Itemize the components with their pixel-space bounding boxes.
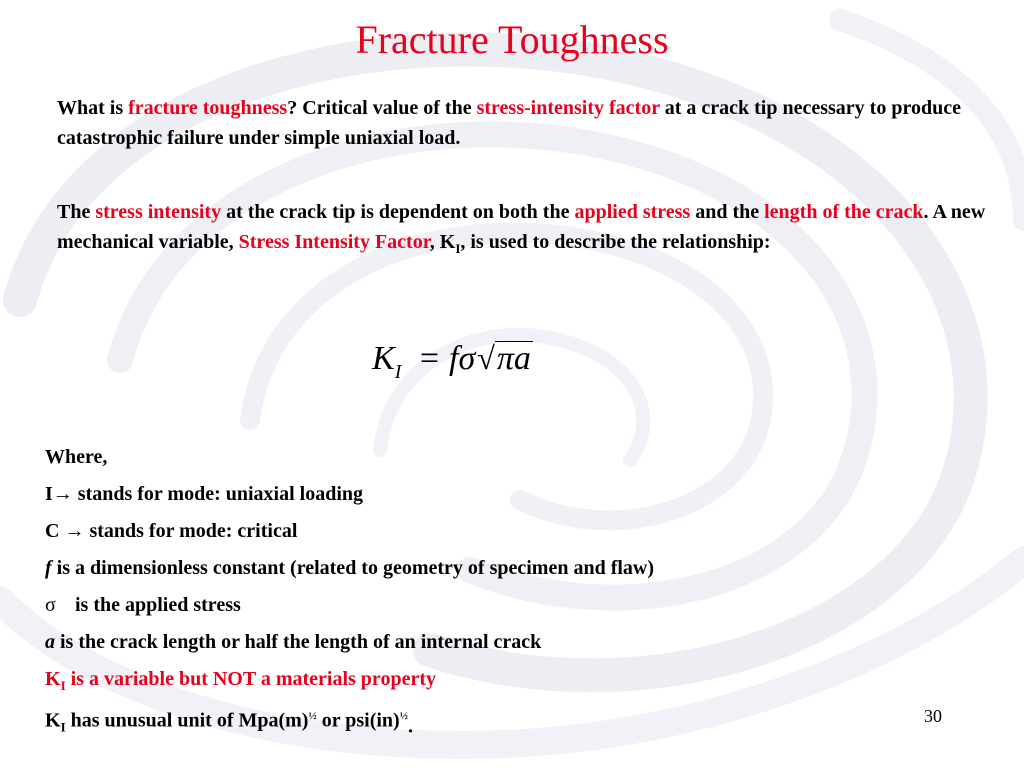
para1-run: fracture toughness — [128, 97, 288, 119]
para2-run: The — [57, 201, 96, 223]
list-item — [45, 516, 654, 553]
para2-run: and the — [690, 201, 765, 223]
list-item — [45, 590, 654, 627]
sqrt-icon: √ — [477, 340, 495, 376]
list-item — [45, 479, 654, 516]
para2-run: , K — [429, 231, 456, 253]
sigma-variable: σ — [45, 594, 56, 616]
list-item — [45, 553, 654, 590]
equation-radicand: πa — [496, 340, 531, 377]
f-variable: f — [45, 557, 52, 579]
para1-run: What is — [57, 97, 129, 119]
equation-lhs-subscript: I — [394, 361, 402, 383]
list-item — [45, 627, 654, 664]
para1-run: ? Critical value of the — [287, 97, 477, 119]
equation-lhs: K — [372, 340, 395, 377]
stress-intensity-paragraph — [57, 197, 997, 264]
k-property-note: is a variable but NOT a materials property — [65, 668, 436, 690]
para2-run: , is used to describe the relationship: — [460, 231, 771, 253]
para2-run: length of the crack — [764, 201, 924, 223]
k-variable: K — [45, 668, 61, 690]
sigma-description: is the applied stress — [75, 594, 241, 616]
para2-run: applied stress — [574, 201, 691, 223]
k-subscript: I — [60, 678, 66, 693]
unit-sup-half-1: ½ — [308, 710, 317, 722]
para2-run: . A new mechanical variable, — [57, 201, 986, 253]
para2-run: Stress Intensity Factor — [238, 231, 430, 253]
para1-run: stress-intensity factor — [476, 97, 660, 119]
a-variable: a — [45, 631, 55, 653]
where-label: Where, — [45, 446, 108, 468]
unit-text-mpa: has unusual unit of Mpa(m) — [65, 709, 309, 732]
equation-equals: = — [419, 340, 440, 377]
para2-run: I — [455, 241, 461, 256]
list-item — [45, 664, 654, 701]
unit-text-psi: or psi(in) — [316, 709, 400, 732]
para2-run: at the crack tip is dependent on both the — [221, 201, 575, 223]
slide-title: Fracture Toughness — [355, 17, 669, 62]
para1-run: at a crack tip necessary to produce catastrophic failure under simple uniaxial load. — [57, 97, 961, 149]
para2-run: stress intensity — [95, 201, 222, 223]
f-description: is a dimensionless constant (related to geometry of specimen and flaw) — [51, 557, 655, 579]
equation — [372, 340, 533, 384]
unit-sup-half-2: ½ — [399, 710, 408, 722]
variable-list — [45, 442, 654, 738]
definition-paragraph — [57, 93, 997, 153]
unit-k-subscript: I — [60, 719, 66, 735]
list-item — [45, 701, 654, 738]
mode-i-text: I→ stands for mode: uniaxial loading — [45, 483, 364, 505]
unit-k-variable: K — [45, 709, 61, 732]
a-description: is the crack length or half the length of an internal crack — [55, 631, 542, 653]
list-item — [45, 442, 654, 479]
mode-c-text: C → stands for mode: critical — [45, 520, 298, 542]
unit-period: . — [407, 715, 413, 738]
equation-factor: fσ — [449, 340, 476, 377]
page-number: 30 — [924, 706, 942, 726]
